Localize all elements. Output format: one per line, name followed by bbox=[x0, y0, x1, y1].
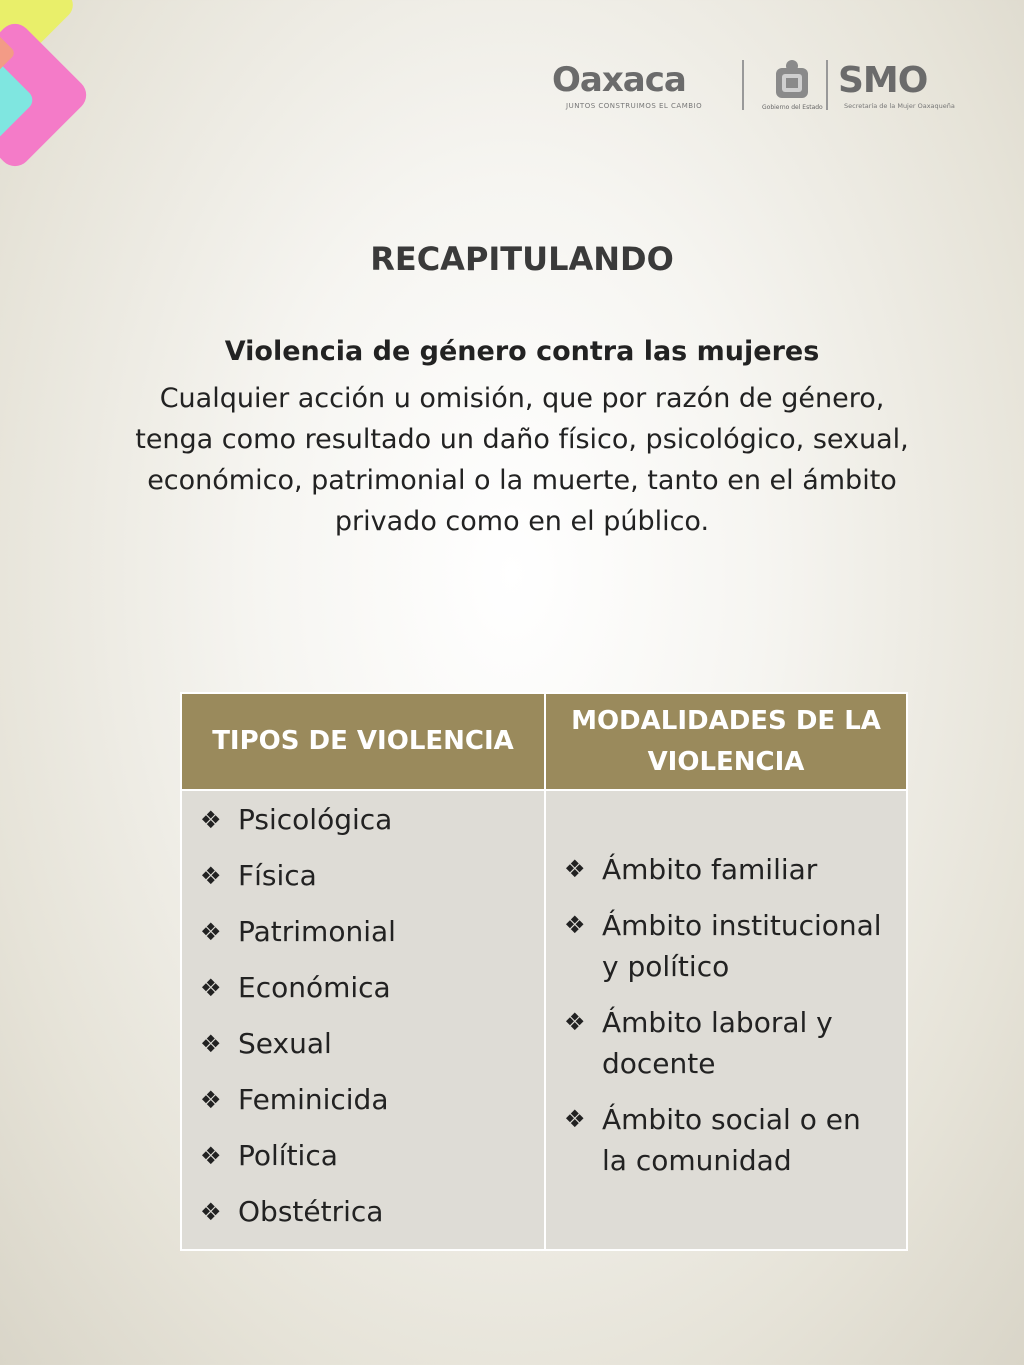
modalidades-cell bbox=[545, 790, 907, 1250]
diamond-bullet-icon: ❖ bbox=[200, 1198, 222, 1226]
list-item: ❖ Física bbox=[200, 857, 544, 913]
list-item: ❖ Económica bbox=[200, 969, 544, 1025]
list-item: ❖ Política bbox=[200, 1137, 544, 1193]
diamond-bullet-icon: ❖ bbox=[200, 806, 222, 834]
diamond-bullet-icon: ❖ bbox=[564, 855, 586, 883]
list-item: ❖ Ámbito institucional y político bbox=[564, 905, 892, 987]
list-item: ❖ Sexual bbox=[200, 1025, 544, 1081]
logo-bar bbox=[552, 56, 972, 118]
header-modalidades: MODALIDADES DE LA VIOLENCIA bbox=[545, 693, 907, 790]
gobierno-caption: Gobierno del Estado bbox=[762, 104, 823, 111]
diamond-bullet-icon: ❖ bbox=[564, 1008, 586, 1036]
tipos-cell bbox=[181, 790, 545, 1250]
list-item: ❖ Ámbito laboral y docente bbox=[564, 1002, 892, 1084]
coat-of-arms-icon bbox=[770, 58, 814, 102]
list-item: ❖ Obstétrica bbox=[200, 1193, 544, 1249]
violence-table bbox=[180, 692, 908, 1251]
modalidades-list bbox=[546, 791, 906, 1181]
diamond-bullet-icon: ❖ bbox=[564, 911, 586, 939]
logo-divider bbox=[742, 60, 744, 110]
definition-text: Cualquier acción u omisión, que por razón de género, tenga como resultado un daño físico, psicológico, sexual, económico, patrimonial o la muerte, tanto en el ámbito privado como en el público. bbox=[135, 383, 909, 537]
diamond-bullet-icon: ❖ bbox=[564, 1105, 586, 1133]
header-tipos: TIPOS DE VIOLENCIA bbox=[181, 693, 545, 790]
diamond-bullet-icon: ❖ bbox=[200, 1030, 222, 1058]
oaxaca-logo: Oaxaca bbox=[552, 60, 686, 100]
list-item: ❖ Ámbito social o en la comunidad bbox=[564, 1099, 892, 1181]
list-item: ❖ Patrimonial bbox=[200, 913, 544, 969]
diamond-bullet-icon: ❖ bbox=[200, 974, 222, 1002]
smo-caption: Secretaría de la Mujer Oaxaqueña bbox=[844, 102, 955, 110]
tipos-list bbox=[182, 791, 544, 1249]
list-item: ❖ Feminicida bbox=[200, 1081, 544, 1137]
smo-logo: SMO bbox=[838, 60, 928, 101]
list-item: ❖ Psicológica bbox=[200, 801, 544, 857]
list-item: ❖ Ámbito familiar bbox=[564, 849, 892, 890]
page-title: RECAPITULANDO bbox=[370, 240, 674, 278]
diamond-bullet-icon: ❖ bbox=[200, 1086, 222, 1114]
section-subtitle: Violencia de género contra las mujeres bbox=[224, 336, 820, 367]
diamond-bullet-icon: ❖ bbox=[200, 918, 222, 946]
logo-divider bbox=[826, 60, 828, 110]
oaxaca-tagline: JUNTOS CONSTRUIMOS EL CAMBIO bbox=[566, 102, 703, 110]
diamond-bullet-icon: ❖ bbox=[200, 1142, 222, 1170]
diamond-bullet-icon: ❖ bbox=[200, 862, 222, 890]
